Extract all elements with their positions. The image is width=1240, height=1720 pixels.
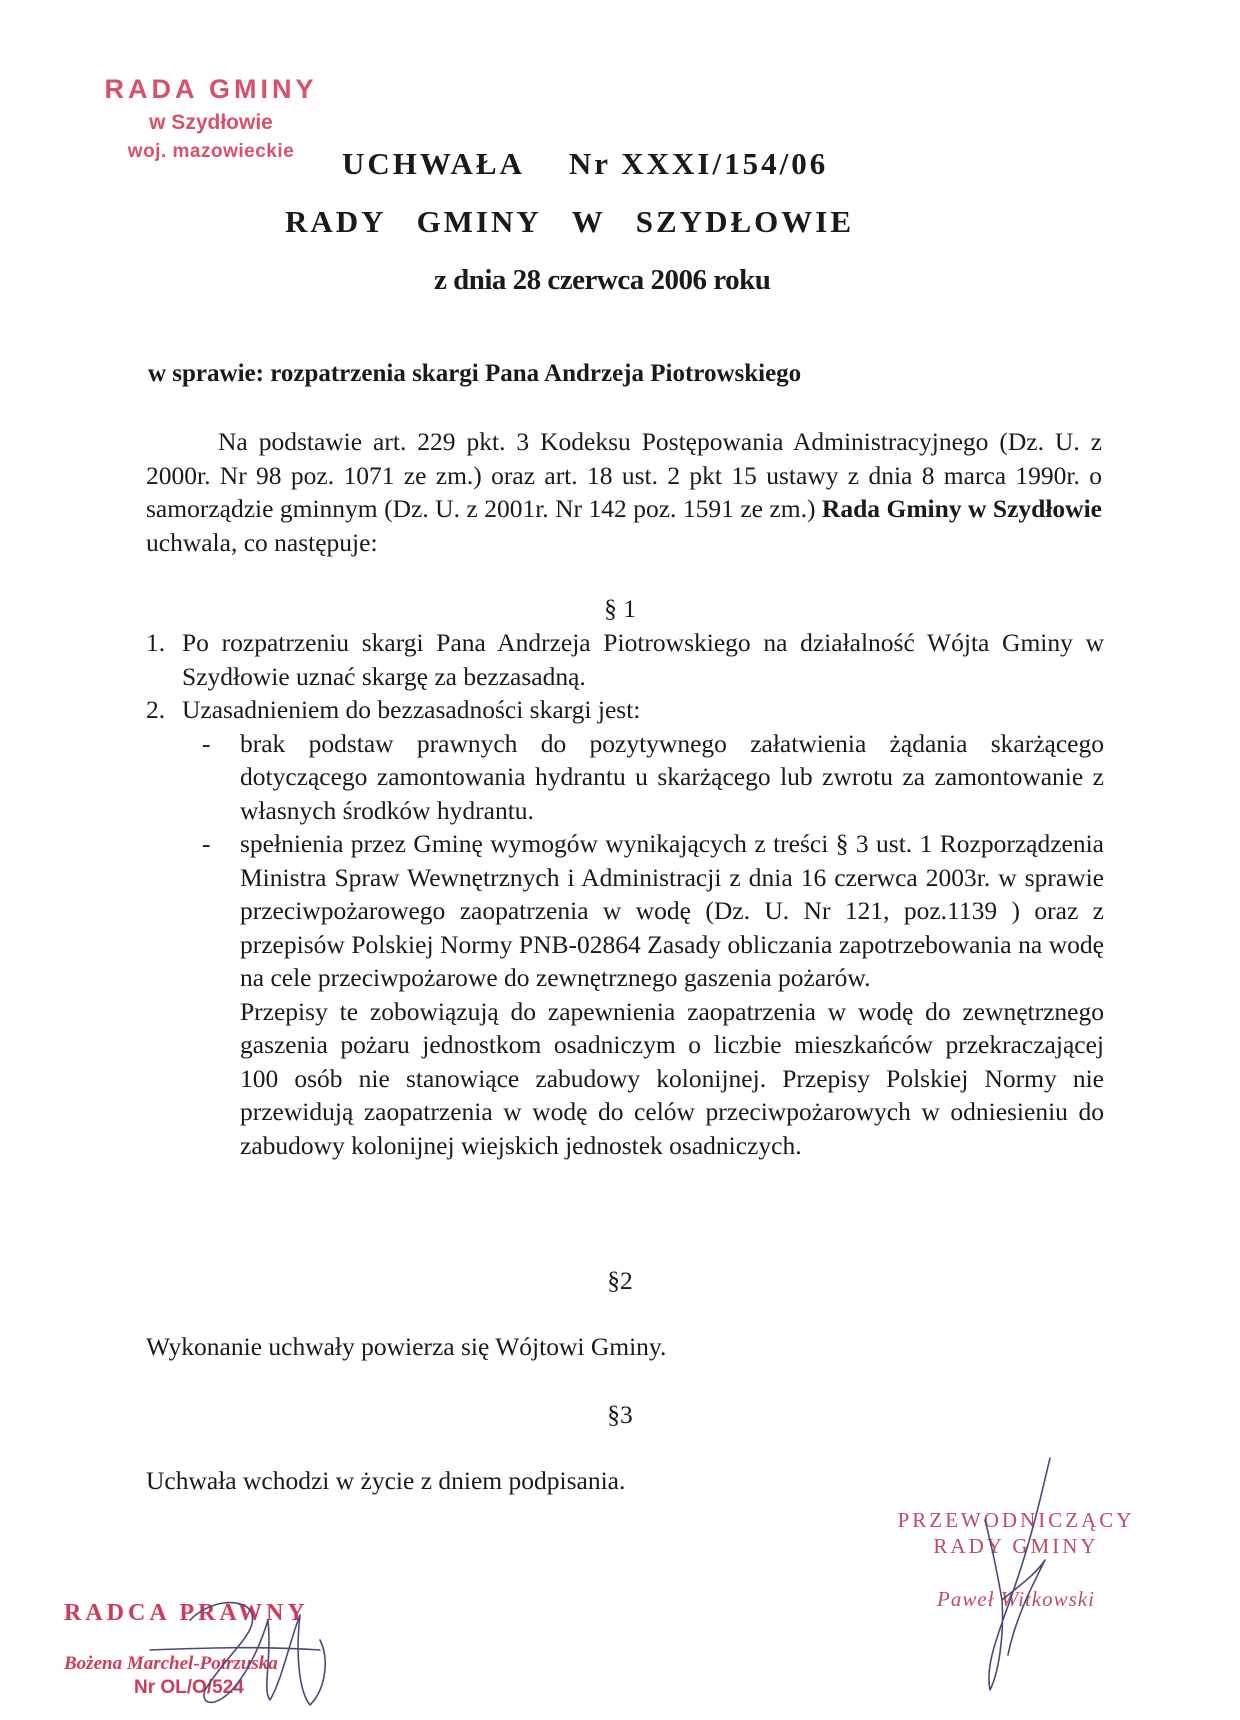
list-item-number: 2. <box>146 695 166 724</box>
section-3-heading: §3 <box>607 1400 633 1429</box>
section-2-text: Wykonanie uchwały powierza się Wójtowi Gminy. <box>146 1332 667 1361</box>
legal-advisor-stamp <box>64 1600 384 1699</box>
resolution-title <box>342 146 828 182</box>
council-name-word: SZYDŁOWIE <box>635 204 855 239</box>
resolution-date: z dnia 28 czerwca 2006 roku <box>434 264 771 296</box>
legal-advisor-title: RADCA PRAWNY <box>64 1600 309 1626</box>
list-item-text: Uzasadnieniem do bezzasadności skargi jest: <box>182 695 641 724</box>
sub-list-item <box>146 827 1104 995</box>
council-stamp-line3: woj. mazowieckie <box>127 141 295 162</box>
legal-basis-ending: uchwala, co następuje: <box>146 527 378 557</box>
list-item-text: Po rozpatrzeniu skargi Pana Andrzeja Piotrowskiego na działalność Wójta Gminy w Szydłowie uznać skargę za bezzasadną. <box>182 628 1104 691</box>
section-2-heading: §2 <box>607 1266 633 1295</box>
resolution-number: Nr XXXI/154/06 <box>568 146 829 181</box>
sub-list-continuation: Przepisy te zobowiązują do zapewnienia zaopatrzenia w wodę do zewnętrznego gaszenia pożaru jednostkom osadniczym o liczbie mieszkańców przekraczającej 100 osób nie stanowiące zabudowy kolonijnej. Przepisy Polskiej Normy nie przewidują zaopatrzenia w wodę do celów przeciwpożarowych w odniesieniu do zabudowy kolonijnej wiejskich jednostek osadniczych. <box>240 996 1104 1160</box>
council-name-word: RADY <box>285 204 387 239</box>
council-stamp-line1: RADA GMINY <box>104 74 318 104</box>
list-item <box>146 626 1104 693</box>
legal-advisor-name: Bożena Marchel-Potrzuska <box>64 1653 278 1674</box>
section-1-heading: § 1 <box>604 594 636 623</box>
council-name-word: W <box>571 204 606 239</box>
chairman-stamp-council: RADY GMINY <box>933 1534 1099 1558</box>
sub-list-text: brak podstaw prawnych do pozytywnego załatwienia żądania skarżącego dotyczącego zamontowania hydrantu u skarżącego lub zwrotu za zamontowanie z własnych środków hydrantu. <box>240 728 1104 825</box>
chairman-stamp-name: Paweł Witkowski <box>937 1587 1095 1611</box>
sub-list-dash: - <box>202 829 211 858</box>
subject-line: w sprawie: rozpatrzenia skargi Pana Andrzeja Piotrowskiego <box>148 360 802 387</box>
list-item <box>146 693 1104 727</box>
council-name <box>285 204 854 240</box>
section-1-list <box>146 626 1104 1162</box>
council-name-word: GMINY <box>416 204 542 239</box>
legal-basis-paragraph <box>146 425 1102 559</box>
legal-basis-council: Rada Gminy w Szydłowie <box>821 494 1102 523</box>
council-stamp <box>86 74 336 163</box>
legal-advisor-registration: Nr OL/O/524 <box>134 1677 244 1698</box>
legal-basis-text: Na podstawie art. 229 pkt. 3 Kodeksu Postępowania Administracyjnego (Dz. U. z 2000r. Nr 98 poz. 1071 ze zm.) oraz art. 18 ust. 2 pkt 15 ustawy z dnia 8 marca 1990r. o samorządzie gminnym (Dz. U. z 2001r. Nr 142 poz. 1591 ze zm.) <box>146 427 1102 523</box>
resolution-word: UCHWAŁA <box>342 146 525 181</box>
chairman-stamp <box>896 1508 1136 1612</box>
chairman-stamp-title: PRZEWODNICZĄCY <box>897 1508 1135 1532</box>
sub-list-text: spełnienia przez Gminę wymogów wynikających z treści § 3 ust. 1 Rozporządzenia Ministra Spraw Wewnętrznych i Administracji z dnia 16 czerwca 2003r. w sprawie przeciwpożarowego zaopatrzenia w wodę (Dz. U. Nr 121, poz.1139 ) oraz z przepisów Polskiej Normy PNB-02864 Zasady obliczania zapotrzebowania na wodę na cele przeciwpożarowe do zewnętrznego gaszenia pożarów. <box>240 829 1104 992</box>
sub-list-item <box>146 727 1104 828</box>
sub-list-dash: - <box>202 728 211 758</box>
section-3-text: Uchwała wchodzi w życie z dniem podpisania. <box>146 1466 626 1495</box>
list-item-number: 1. <box>146 628 166 657</box>
council-stamp-line2: w Szydłowie <box>149 111 273 134</box>
